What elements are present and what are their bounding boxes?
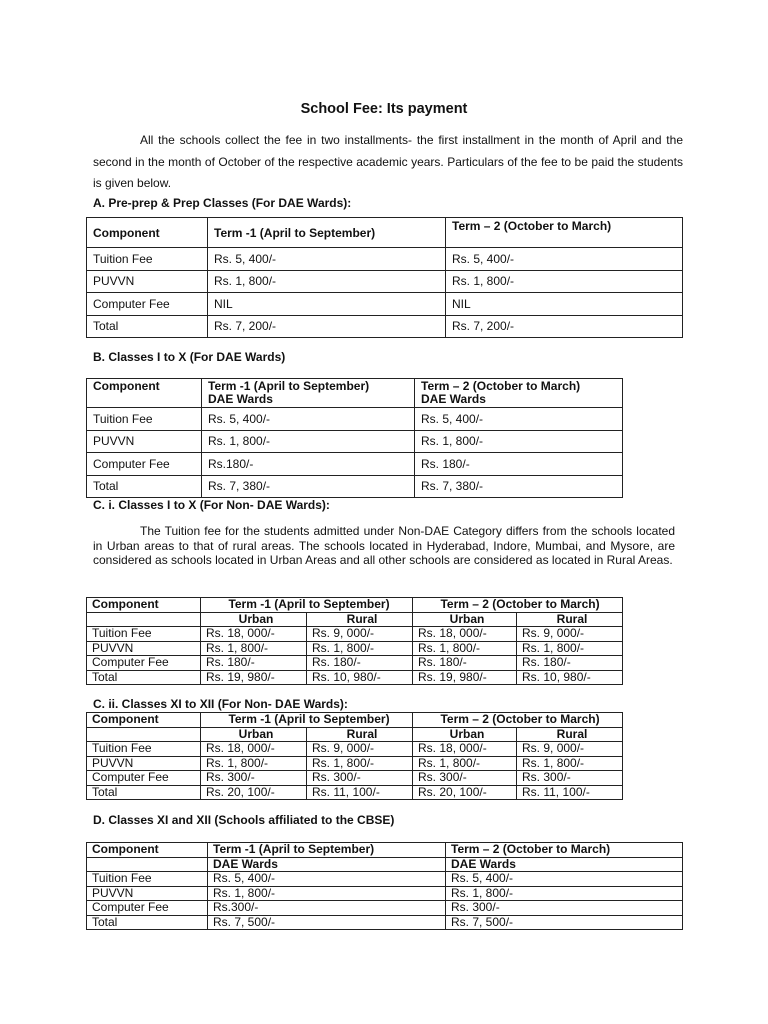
table-header-row — [87, 843, 683, 858]
table-cell: Rs. 1, 800/- — [202, 430, 415, 453]
table-cell: Rs. 11, 100/- — [307, 785, 413, 800]
table-row — [87, 475, 623, 498]
table-cell: Rs. 5, 400/- — [415, 408, 623, 431]
table-header-row — [87, 218, 683, 248]
table-cell: Rs. 19, 980/- — [413, 670, 517, 685]
table-cell: Computer Fee — [87, 453, 202, 476]
table-cell: Rs. 10, 980/- — [517, 670, 623, 685]
section-ci-heading: C. i. Classes I to X (For Non- DAE Wards): — [93, 498, 330, 512]
table-cell: Total — [87, 785, 201, 800]
table-cell: Rs. 7, 380/- — [415, 475, 623, 498]
table-cell: Rs. 300/- — [201, 771, 307, 786]
table-cell: Rs. 180/- — [517, 656, 623, 671]
header-term-1: Term -1 (April to September) — [201, 598, 413, 613]
table-cell: Rs. 1, 800/- — [517, 756, 623, 771]
table-cell: Tuition Fee — [87, 408, 202, 431]
table-cell: Rs. 18, 000/- — [413, 742, 517, 757]
table-cell: Rs. 1, 800/- — [517, 641, 623, 656]
fee-table-cii — [86, 712, 623, 800]
table-cell: Rs. 10, 980/- — [307, 670, 413, 685]
table-row — [87, 915, 683, 930]
table-row — [87, 742, 623, 757]
table-cell: Rs. 1, 800/- — [413, 641, 517, 656]
table-cell: Rs. 20, 100/- — [201, 785, 307, 800]
table-cell: Rs. 18, 000/- — [201, 627, 307, 642]
table-row — [87, 315, 683, 338]
table-cell: Tuition Fee — [87, 872, 208, 887]
table-cell: Rs. 5, 400/- — [202, 408, 415, 431]
header-term-1-label: Term -1 (April to September) — [208, 379, 370, 393]
header-urban: Urban — [413, 612, 517, 627]
fee-table-b — [86, 378, 623, 498]
table-cell: Rs. 7, 380/- — [202, 475, 415, 498]
header-urban: Urban — [201, 612, 307, 627]
intro-text: All the schools collect the fee in two installments- the first installment in the month of April and the second in the month of October of the respective academic years. Particulars of the fee to be paid the students is given below. — [93, 133, 683, 190]
table-row — [87, 656, 623, 671]
table-row — [87, 293, 683, 316]
section-d-heading: D. Classes XI and XII (Schools affiliated to the CBSE) — [93, 813, 395, 827]
page-title: School Fee: Its payment — [300, 101, 468, 117]
header-urban: Urban — [413, 727, 517, 742]
table-cell: Rs. 9, 000/- — [517, 742, 623, 757]
table-row — [87, 270, 683, 293]
table-cell: Rs. 11, 100/- — [517, 785, 623, 800]
header-term-2: Term – 2 (October to March) — [413, 598, 623, 613]
table-cell: Rs. 20, 100/- — [413, 785, 517, 800]
table-row — [87, 771, 623, 786]
table-cell: Rs. 1, 800/- — [201, 756, 307, 771]
table-cell: Rs. 7, 500/- — [446, 915, 683, 930]
table-cell: Total — [87, 670, 201, 685]
fee-table-a — [86, 217, 683, 338]
header-term-2-label: Term – 2 (October to March) — [421, 379, 581, 393]
table-row — [87, 627, 623, 642]
table-cell: Computer Fee — [87, 771, 201, 786]
table-cell: PUVVN — [87, 270, 208, 293]
table-cell: Rs. 7, 200/- — [208, 315, 446, 338]
header-term-1: Term -1 (April to September) — [208, 843, 446, 858]
section-cii-heading: C. ii. Classes XI to XII (For Non- DAE Wards): — [93, 697, 348, 711]
table-cell: Rs. 300/- — [307, 771, 413, 786]
table-cell: Rs. 1, 800/- — [201, 641, 307, 656]
table-header-row — [87, 598, 623, 613]
header-dae-wards: DAE Wards — [208, 392, 273, 406]
table-cell: Total — [87, 475, 202, 498]
header-term-1 — [202, 379, 415, 408]
table-row — [87, 756, 623, 771]
table-cell: Rs. 7, 200/- — [446, 315, 683, 338]
header-dae-wards: DAE Wards — [208, 857, 446, 872]
header-empty — [87, 857, 208, 872]
header-term-2: Term – 2 (October to March) — [446, 843, 683, 858]
fee-table-ci — [86, 597, 623, 685]
table-cell: NIL — [208, 293, 446, 316]
header-term-1: Term -1 (April to September) — [208, 218, 446, 248]
table-cell: Total — [87, 315, 208, 338]
table-subheader-row — [87, 612, 623, 627]
table-row — [87, 430, 623, 453]
header-rural: Rural — [307, 612, 413, 627]
table-row — [87, 641, 623, 656]
table-cell: Rs. 1, 800/- — [446, 886, 683, 901]
table-cell: Rs. 1, 800/- — [208, 270, 446, 293]
table-row — [87, 872, 683, 887]
table-cell: NIL — [446, 293, 683, 316]
table-cell: Rs. 19, 980/- — [201, 670, 307, 685]
table-cell: PUVVN — [87, 641, 201, 656]
table-cell: PUVVN — [87, 756, 201, 771]
header-empty — [87, 612, 201, 627]
table-cell: Rs.180/- — [202, 453, 415, 476]
table-cell: Rs. 5, 400/- — [446, 248, 683, 271]
header-empty — [87, 727, 201, 742]
table-cell: Rs. 300/- — [413, 771, 517, 786]
table-cell: Computer Fee — [87, 293, 208, 316]
table-row — [87, 408, 623, 431]
header-rural: Rural — [307, 727, 413, 742]
header-rural: Rural — [517, 727, 623, 742]
header-term-2: Term – 2 (October to March) — [446, 218, 683, 248]
table-row — [87, 785, 623, 800]
section-ci-paragraph: The Tuition fee for the students admitted under Non-DAE Category differs from the schools located in Urban areas to that of rural areas. The schools located in Hyderabad, Indore, Mumbai, and Mysore, are considered as schools located in Urban Areas and all other schools are considered as located in Rural Areas. — [93, 524, 675, 567]
table-subheader-row — [87, 727, 623, 742]
header-component: Component — [87, 379, 202, 408]
table-cell: Rs. 1, 800/- — [446, 270, 683, 293]
fee-table-d — [86, 842, 683, 930]
header-rural: Rural — [517, 612, 623, 627]
table-cell: Total — [87, 915, 208, 930]
section-b-heading: B. Classes I to X (For DAE Wards) — [93, 350, 286, 364]
table-cell: Rs. 1, 800/- — [307, 641, 413, 656]
section-a-heading: A. Pre-prep & Prep Classes (For DAE Wards): — [93, 196, 352, 210]
table-cell: Rs. 180/- — [307, 656, 413, 671]
table-cell: Rs. 180/- — [201, 656, 307, 671]
table-row — [87, 453, 623, 476]
header-component: Component — [87, 598, 201, 613]
table-row — [87, 901, 683, 916]
table-cell: Rs. 9, 000/- — [307, 627, 413, 642]
table-row — [87, 886, 683, 901]
table-cell: PUVVN — [87, 430, 202, 453]
header-dae-wards: DAE Wards — [421, 392, 486, 406]
table-cell: Rs. 18, 000/- — [413, 627, 517, 642]
intro-paragraph — [93, 130, 683, 195]
table-cell: Rs. 180/- — [415, 453, 623, 476]
header-urban: Urban — [201, 727, 307, 742]
header-component: Component — [87, 843, 208, 858]
table-cell: PUVVN — [87, 886, 208, 901]
table-header-row — [87, 379, 623, 408]
table-cell: Computer Fee — [87, 656, 201, 671]
table-cell: Rs. 7, 500/- — [208, 915, 446, 930]
table-cell: Tuition Fee — [87, 742, 201, 757]
table-cell: Tuition Fee — [87, 627, 201, 642]
table-cell: Rs. 180/- — [413, 656, 517, 671]
header-term-2 — [415, 379, 623, 408]
header-term-2: Term – 2 (October to March) — [413, 713, 623, 728]
table-subheader-row — [87, 857, 683, 872]
table-cell: Rs. 300/- — [517, 771, 623, 786]
table-cell: Rs. 1, 800/- — [208, 886, 446, 901]
table-cell: Tuition Fee — [87, 248, 208, 271]
header-dae-wards: DAE Wards — [446, 857, 683, 872]
table-cell: Rs. 5, 400/- — [446, 872, 683, 887]
table-row — [87, 248, 683, 271]
table-cell: Rs. 1, 800/- — [415, 430, 623, 453]
table-header-row — [87, 713, 623, 728]
table-cell: Rs. 5, 400/- — [208, 872, 446, 887]
header-component: Component — [87, 218, 208, 248]
table-cell: Rs. 1, 800/- — [307, 756, 413, 771]
table-cell: Rs. 300/- — [446, 901, 683, 916]
table-cell: Rs. 5, 400/- — [208, 248, 446, 271]
table-row — [87, 670, 623, 685]
header-component: Component — [87, 713, 201, 728]
table-cell: Rs. 1, 800/- — [413, 756, 517, 771]
table-cell: Rs. 18, 000/- — [201, 742, 307, 757]
table-cell: Rs. 9, 000/- — [517, 627, 623, 642]
table-cell: Rs. 9, 000/- — [307, 742, 413, 757]
table-cell: Rs.300/- — [208, 901, 446, 916]
table-cell: Computer Fee — [87, 901, 208, 916]
header-term-1: Term -1 (April to September) — [201, 713, 413, 728]
